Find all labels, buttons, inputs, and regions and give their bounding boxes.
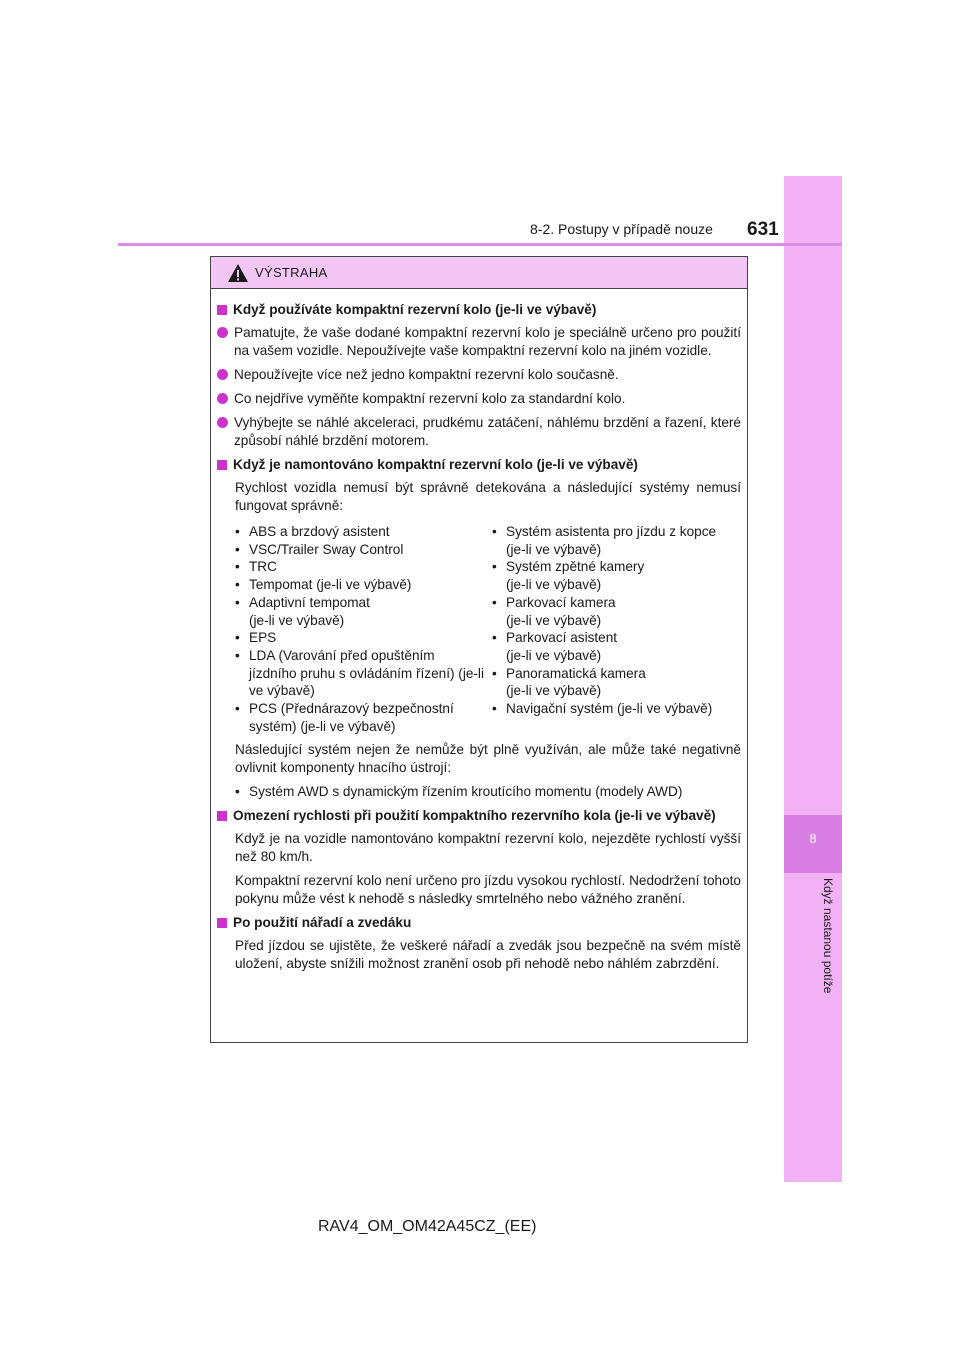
circle-bullet-icon [217,369,228,380]
list-item: • LDA (Varování před opuštěním jízdního pruhu s ovládáním řízení) (je-li ve výbavě) [235,647,484,699]
systems-list-right [484,523,741,735]
paragraph: Následující systém nejen že nemůže být plně využíván, ale může také negativně ovlivnit komponenty hnacího ústrojí: [235,742,741,776]
systems-list [235,523,741,735]
section-title: 8-2. Postupy v případě nouze [530,221,713,237]
circle-bullet-icon [217,393,228,404]
list-item: • Tempomat (je-li ve výbavě) [235,577,412,593]
square-bullet-icon [217,811,227,821]
section-heading: Po použití nářadí a zvedáku [217,914,741,932]
circle-bullet-icon [217,327,228,338]
square-bullet-icon [217,305,227,315]
warning-triangle-icon [227,263,249,283]
square-bullet-icon [217,460,227,470]
paragraph: Kompaktní rezervní kolo není určeno pro jízdu vysokou rychlostí. Nedodržení tohoto pokynu může vést k nehodě s následky smrtelného nebo vážného zranění. [235,873,741,907]
chapter-number: 8 [809,831,817,846]
page-number: 631 [747,219,779,240]
warning-header [211,257,747,289]
section-heading: Když používáte kompaktní rezervní kolo (je-li ve výbavě) [217,301,741,319]
list-item: • Systém asistenta pro jízdu z kopce (je-li ve výbavě) [492,524,717,557]
circle-bullet-icon [217,417,228,428]
warning-box [210,256,748,1043]
chapter-label: Když nastanou potíže [821,878,835,994]
list-item: Nepoužívejte více než jedno kompaktní rezervní kolo současně. [217,366,741,384]
list-item: • PCS (Přednárazový bezpečnostní systém) (je-li ve výbavě) [235,701,454,734]
paragraph: Rychlost vozidla nemusí být správně detekována a následující systémy nemusí fungovat správně: [235,480,741,513]
list-item: • Panoramatická kamera (je-li ve výbavě) [492,665,646,699]
systems-list-left [235,523,484,735]
list-item: Pamatujte, že vaše dodané kompaktní rezervní kolo je speciálně určeno pro použití na vašem vozidle. Nepoužívejte vaše kompaktní rezervní kolo na jiném vozidle. [217,324,741,360]
list-item: • ABS a brzdový asistent [235,524,390,539]
list-item: • Parkovací asistent (je-li ve výbavě) [492,630,618,663]
warning-content [211,289,747,973]
list-item: • Systém AWD s dynamickým řízením kroutícího momentu (modely AWD) [235,784,683,800]
paragraph: Když je na vozidle namontováno kompaktní rezervní kolo, nejezděte rychlostí vyšší než 80 km/h. [235,831,741,865]
list-item: Vyhýbejte se náhlé akceleraci, prudkému zatáčení, náhlému brzdění a řazení, které způsobí náhlé brzdění motorem. [217,414,741,450]
square-bullet-icon [217,918,227,928]
list-item: • EPS [235,630,277,646]
list-item: • VSC/Trailer Sway Control [235,541,404,557]
section-heading: Když je namontováno kompaktní rezervní kolo (je-li ve výbavě) [217,456,741,474]
list-item: • Systém zpětné kamery (je-li ve výbavě) [492,559,645,593]
paragraph: Před jízdou se ujistěte, že veškeré nářadí a zvedák jsou bezpečně na svém místě uložení, abyste snížili možnost zranění osob při nehodě nebo náhlém zabrzdění. [235,938,741,972]
chapter-side-tab [784,176,842,1182]
section-heading: Omezení rychlosti při použití kompaktního rezervního kola (je-li ve výbavě) [217,807,741,825]
document-code: RAV4_OM_OM42A45CZ_(EE) [318,1218,537,1235]
header-rule [118,243,842,246]
warning-title: VÝSTRAHA [255,265,328,280]
list-item: • Adaptivní tempomat (je-li ve výbavě) [235,594,370,628]
list-item: • TRC [235,559,277,575]
list-item: • Navigační systém (je-li ve výbavě) [492,701,713,717]
list-item: • Parkovací kamera (je-li ve výbavě) [492,594,616,628]
list-item: Co nejdříve vyměňte kompaktní rezervní kolo za standardní kolo. [217,390,741,408]
